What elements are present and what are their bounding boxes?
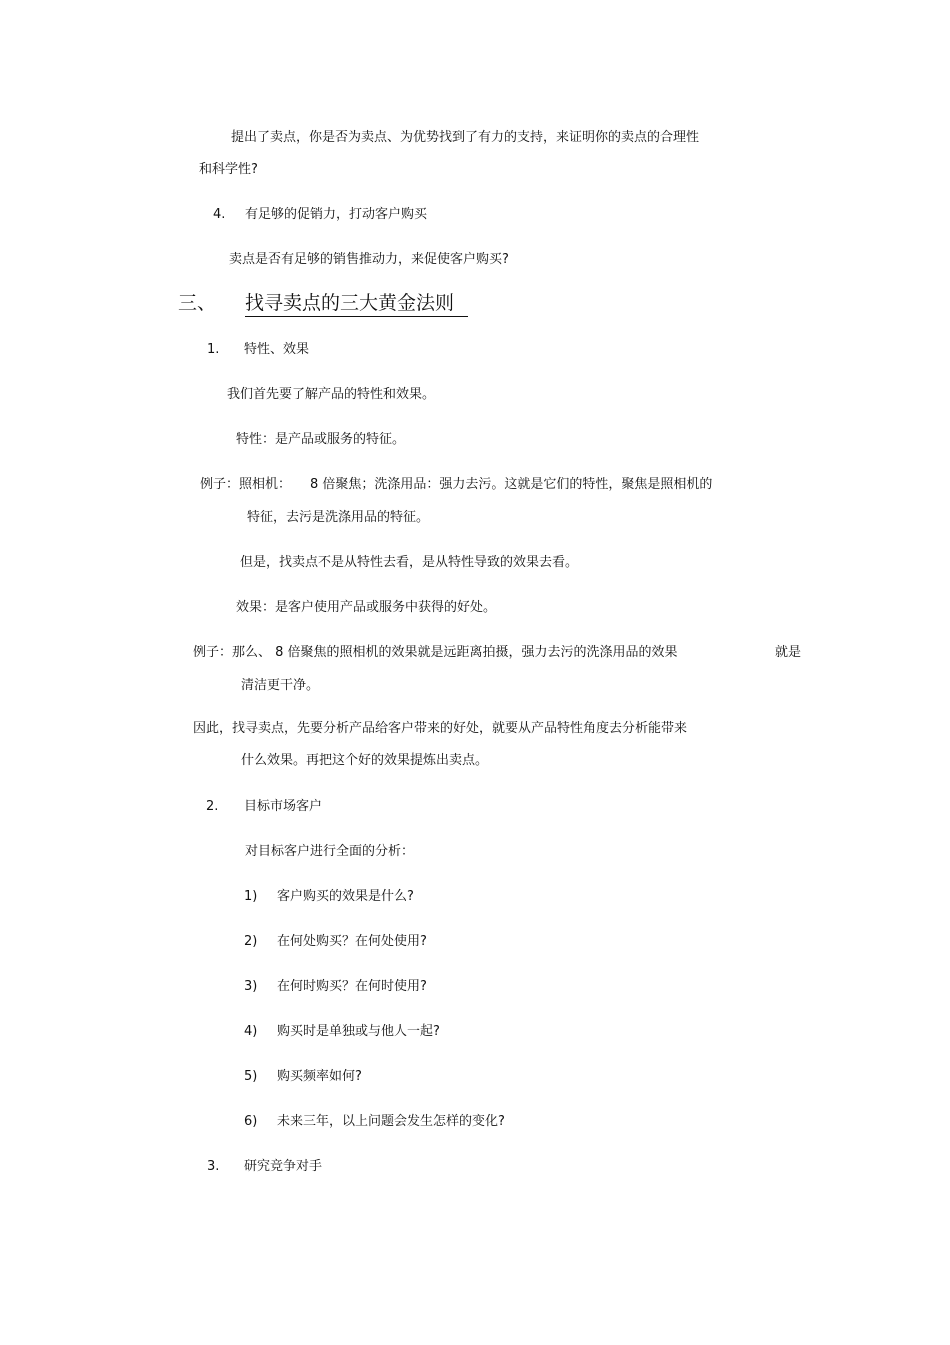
section-3-title: 找寻卖点的三大黄金法则 [245,290,468,317]
rule-3-number: 3. [207,1159,220,1174]
rule-3-title: 研究竞争对手 [244,1159,323,1174]
effect-definition: 效果：是客户使用产品或服务中获得的好处。 [236,600,497,615]
question-number: 2) [244,934,258,949]
section-3-number: 三、 [178,292,217,314]
item-4-title: 有足够的促销力，打动客户购买 [245,207,428,222]
example-2-text: 例子：那么、 8 倍聚焦的照相机的效果就是远距离拍摄，强力去污的洗涤用品的效果 [193,645,678,660]
question-text: 购买频率如何? [277,1069,362,1084]
example-2-tail: 就是 [775,645,802,660]
question-text: 未来三年，以上问题会发生怎样的变化? [277,1114,505,1129]
rule-2-title: 目标市场客户 [244,799,323,814]
item-4-description: 卖点是否有足够的销售推动力，来促使客户购买? [229,252,509,267]
rule-2-number: 2. [206,799,219,814]
but-statement: 但是，找卖点不是从特性去看，是从特性导致的效果去看。 [240,555,579,570]
conclusion-line-2: 什么效果。再把这个好的效果提炼出卖点。 [241,753,489,768]
question-number: 4) [244,1024,258,1039]
intro-paragraph-line-2: 和科学性? [199,162,258,177]
example-1-continuation: 特征，去污是洗涤用品的特征。 [247,510,430,525]
item-4-number: 4. [213,207,226,222]
rule-2-intro: 对目标客户进行全面的分析： [245,844,415,859]
question-number: 5) [244,1069,258,1084]
intro-paragraph-line-1: 提出了卖点，你是否为卖点、为优势找到了有力的支持，来证明你的卖点的合理性 [231,130,700,145]
rule-1-title: 特性、效果 [244,342,310,357]
question-text: 在何处购买？在何处使用? [277,934,427,949]
question-text: 客户购买的效果是什么? [277,889,414,904]
question-text: 在何时购买？在何时使用? [277,979,427,994]
question-text: 购买时是单独或与他人一起? [277,1024,440,1039]
example-1-label: 例子：照相机： [200,477,292,492]
example-1-text: 8 倍聚焦；洗涤用品：强力去污。这就是它们的特性，聚焦是照相机的 [310,477,713,492]
example-2-continuation: 清洁更干净。 [241,678,320,693]
feature-definition: 特性：是产品或服务的特征。 [236,432,406,447]
rule-1-intro: 我们首先要了解产品的特性和效果。 [227,387,436,402]
question-number: 1) [244,889,258,904]
rule-1-number: 1. [207,342,220,357]
question-number: 3) [244,979,258,994]
question-number: 6) [244,1114,258,1129]
conclusion-line-1: 因此，找寻卖点，先要分析产品给客户带来的好处，就要从产品特性角度去分析能带来 [193,721,688,736]
